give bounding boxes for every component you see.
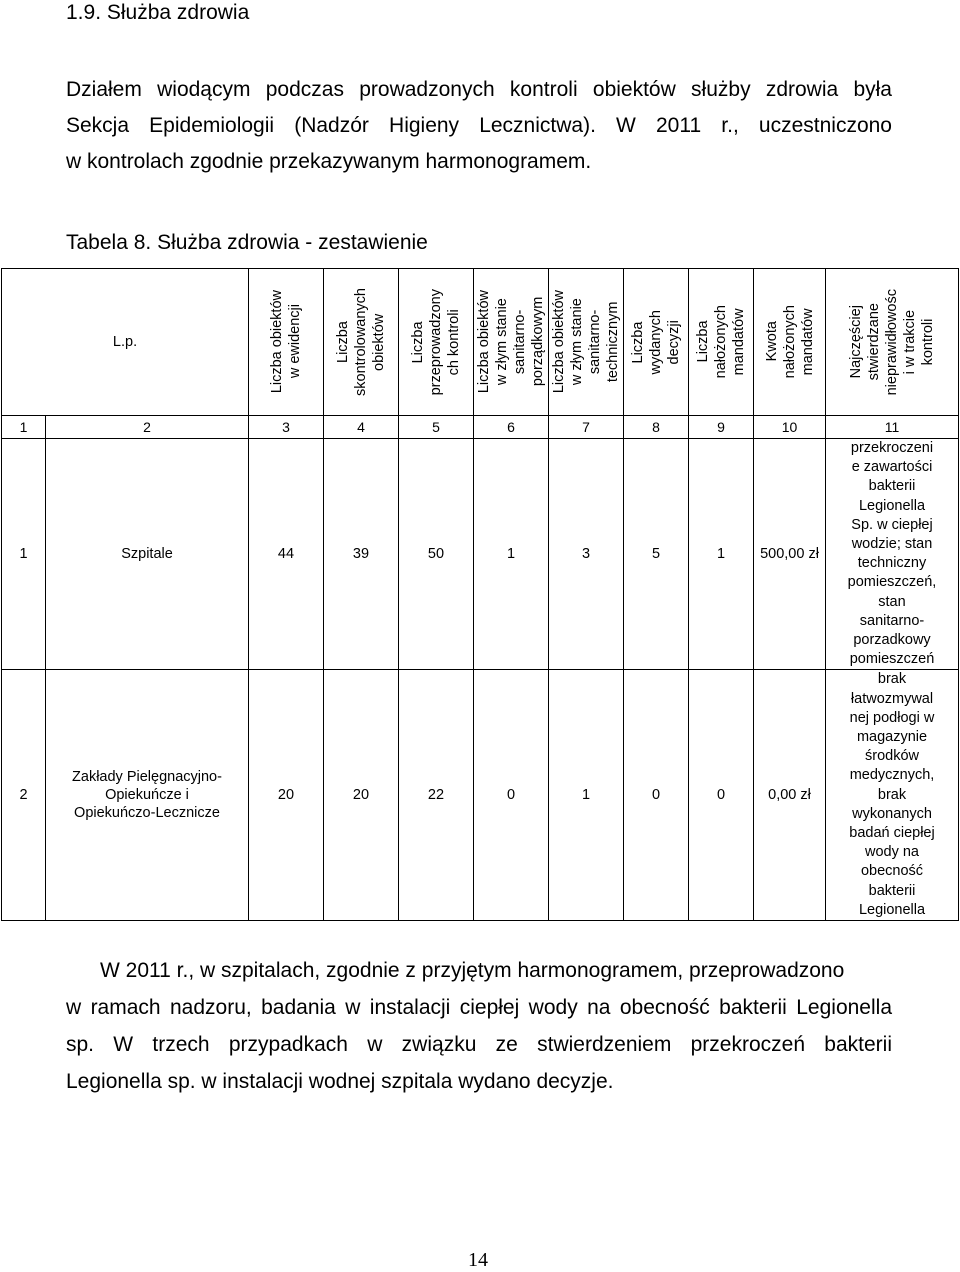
column-number: 5 [399,416,474,439]
cell-value: 0 [624,670,689,921]
outro-line: w ramach nadzoru, badania w instalacji ciepłej wody na obecność bakterii Legionella [66,996,892,1019]
cell-value: 3 [549,439,624,670]
header-cell: Liczba nałożonych mandatów [689,269,754,416]
cell-value: 1 [549,670,624,921]
page-number: 14 [468,1249,488,1271]
intro-paragraph [66,72,892,180]
intro-line: Działem wiodącym podczas prowadzonych kontroli obiektów służby zdrowia była [66,78,892,101]
row-name: Szpitale [46,439,249,670]
outro-line: Legionella sp. w instalacji wodnej szpitala wydano decyzje. [66,1070,614,1093]
row-name: Zakłady Pielęgnacyjno- Opiekuńcze i Opiekuńczo-Lecznicze [46,670,249,921]
header-cell: Liczba obiektów w złym stanie sanitarno- technicznym [549,269,624,416]
intro-line: w kontrolach zgodnie przekazywanym harmonogramem. [66,150,592,173]
cell-value: 0 [474,670,549,921]
column-number: 4 [324,416,399,439]
column-number: 9 [689,416,754,439]
outro-line: sp. W trzech przypadkach w związku ze stwierdzeniem przekroczeń bakterii [66,1033,892,1056]
column-number: 3 [249,416,324,439]
column-number: 1 [2,416,46,439]
health-service-table [1,268,959,921]
cell-value: 44 [249,439,324,670]
cell-value: 50 [399,439,474,670]
row-note: brak łatwozmywal nej podłogi w magazynie środków medycznych, brak wykonanych badań ciepłej wody na obecność bakterii Legionella [826,670,959,921]
column-number: 6 [474,416,549,439]
header-cell: Liczba obiektów w ewidencji [249,269,324,416]
cell-value: 5 [624,439,689,670]
column-number-row [2,416,959,439]
table-caption: Tabela 8. Służba zdrowia - zestawienie [66,231,428,254]
header-cell: Liczba przeprowadzony ch kontroli [399,269,474,416]
column-number: 7 [549,416,624,439]
header-lp-label: L.p. [112,334,138,350]
row-lp: 1 [2,439,46,670]
row-lp: 2 [2,670,46,921]
table-row [2,439,959,670]
cell-value: 20 [249,670,324,921]
cell-value: 0 [689,670,754,921]
column-number: 10 [754,416,826,439]
column-number: 11 [826,416,959,439]
row-note: przekroczeni e zawartości bakterii Legionella Sp. w ciepłej wodzie; stan techniczny pomieszczeń, stan sanitarno- porzadkowy pomieszczeń [826,439,959,670]
cell-value: 39 [324,439,399,670]
cell-value: 20 [324,670,399,921]
header-cell: Najczęściej stwierdzane nieprawidłowośc i w trakcie kontroli [826,269,959,416]
header-lp [2,269,249,416]
intro-line: Sekcja Epidemiologii (Nadzór Higieny Lecznictwa). W 2011 r., uczestniczono [66,114,892,137]
header-cell: Liczba wydanych decyzji [624,269,689,416]
header-cell: Liczba skontrolowanych obiektów [324,269,399,416]
outro-line: W 2011 r., w szpitalach, zgodnie z przyjętym harmonogramem, przeprowadzono [100,959,845,982]
table-row [2,670,959,921]
cell-value: 1 [689,439,754,670]
column-number: 2 [46,416,249,439]
section-title: 1.9. Służba zdrowia [66,1,250,24]
cell-value: 1 [474,439,549,670]
header-row [2,269,959,416]
outro-paragraph [66,952,892,1100]
cell-value: 22 [399,670,474,921]
cell-amount: 0,00 zł [754,670,826,921]
cell-amount: 500,00 zł [754,439,826,670]
column-number: 8 [624,416,689,439]
header-cell: Kwota nałożonych mandatów [754,269,826,416]
header-cell: Liczba obiektów w złym stanie sanitarno- porządkowym [474,269,549,416]
